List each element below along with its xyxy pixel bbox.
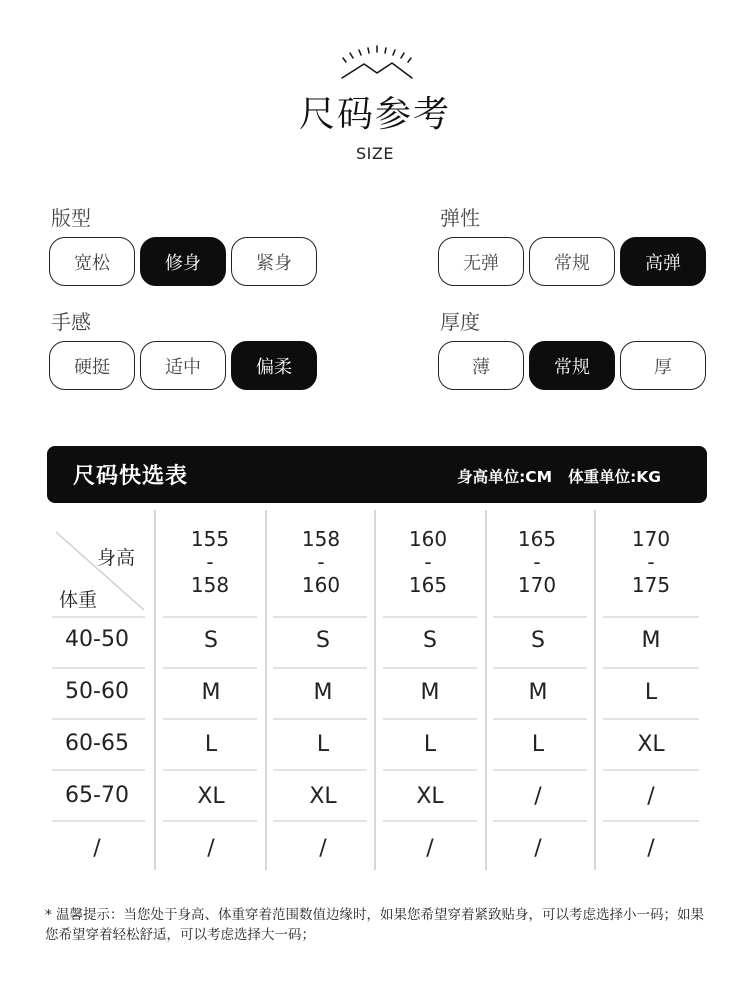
table-row-divider: [273, 820, 367, 822]
table-row-divider: [52, 616, 145, 618]
size-cell: /: [647, 784, 655, 809]
size-cell: L: [423, 732, 437, 757]
size-cell: XL: [416, 784, 444, 809]
table-column-divider: [374, 510, 376, 870]
feel-option-medium[interactable]: 适中: [140, 341, 226, 390]
size-cell: XL: [197, 784, 225, 809]
size-cell: M: [313, 680, 333, 705]
table-row-divider: [273, 616, 367, 618]
table-row-divider: [383, 718, 477, 720]
table-row-divider: [603, 616, 699, 618]
size-cell: M: [420, 680, 440, 705]
table-row-divider: [163, 820, 257, 822]
size-cell: S: [423, 628, 437, 653]
size-cell: S: [204, 628, 218, 653]
size-cell: XL: [309, 784, 337, 809]
height-unit-label: 身高单位:CM: [457, 468, 553, 486]
size-cell: M: [641, 628, 661, 653]
table-row-divider: [163, 616, 257, 618]
table-row-divider: [383, 667, 477, 669]
table-row-divider: [493, 820, 587, 822]
page-subtitle: SIZE: [356, 144, 394, 163]
table-row-divider: [603, 820, 699, 822]
fit-option-slim[interactable]: 修身: [140, 237, 226, 286]
height-range-header: 158 - 160: [301, 527, 341, 597]
table-column-divider: [265, 510, 267, 870]
size-cell: S: [531, 628, 545, 653]
size-cell: L: [316, 732, 330, 757]
table-row-divider: [163, 718, 257, 720]
table-row-divider: [52, 769, 145, 771]
table-row-divider: [52, 667, 145, 669]
table-row-divider: [603, 667, 699, 669]
table-row-divider: [163, 667, 257, 669]
elasticity-option-regular[interactable]: 常规: [529, 237, 615, 286]
size-cell: S: [316, 628, 330, 653]
size-cell: /: [534, 784, 542, 809]
corner-height-label: 身高: [97, 547, 136, 569]
feel-option-soft[interactable]: 偏柔: [231, 341, 317, 390]
thickness-option-thin[interactable]: 薄: [438, 341, 524, 390]
size-cell: /: [534, 836, 542, 861]
table-row-divider: [52, 718, 145, 720]
elasticity-option-high[interactable]: 高弹: [620, 237, 706, 286]
table-row-divider: [493, 667, 587, 669]
weight-range-label: 65-70: [65, 783, 129, 808]
height-range-header: 160 - 165: [408, 527, 448, 597]
size-cell: /: [319, 836, 327, 861]
table-row-divider: [493, 718, 587, 720]
size-cell: /: [426, 836, 434, 861]
size-cell: L: [204, 732, 218, 757]
attr-group-label: 手感: [51, 310, 91, 334]
corner-weight-label: 体重: [59, 589, 98, 611]
height-range-header: 155 - 158: [190, 527, 230, 597]
weight-unit-label: 体重单位:KG: [568, 468, 661, 486]
size-cell: /: [647, 836, 655, 861]
size-cell: L: [531, 732, 545, 757]
size-cell: M: [201, 680, 221, 705]
attr-group-label: 版型: [51, 206, 91, 230]
size-cell: /: [207, 836, 215, 861]
table-row-divider: [603, 718, 699, 720]
size-table-title: 尺码快选表: [73, 464, 189, 489]
thickness-option-thick[interactable]: 厚: [620, 341, 706, 390]
table-row-divider: [273, 718, 367, 720]
table-row-divider: [383, 616, 477, 618]
attr-group-label: 弹性: [440, 206, 480, 230]
table-row-divider: [383, 820, 477, 822]
table-column-divider: [594, 510, 596, 870]
thickness-option-regular[interactable]: 常规: [529, 341, 615, 390]
height-range-header: 165 - 170: [517, 527, 557, 597]
size-tip-note: * 温馨提示：当您处于身高、体重穿着范围数值边缘时，如果您希望穿着紧致贴身，可以考虑选择小一码；如果您希望穿着轻松舒适，可以考虑选择大一码；: [45, 907, 705, 943]
size-cell: M: [528, 680, 548, 705]
table-row-divider: [163, 769, 257, 771]
weight-range-label: /: [93, 836, 101, 861]
attr-group-label: 厚度: [440, 310, 480, 334]
table-row-divider: [273, 667, 367, 669]
table-row-divider: [273, 769, 367, 771]
page-title: 尺码参考: [298, 94, 451, 135]
table-column-divider: [154, 510, 156, 870]
fit-option-tight[interactable]: 紧身: [231, 237, 317, 286]
fit-option-loose[interactable]: 宽松: [49, 237, 135, 286]
size-cell: XL: [637, 732, 665, 757]
table-row-divider: [52, 820, 145, 822]
table-row-divider: [383, 769, 477, 771]
elasticity-option-none[interactable]: 无弹: [438, 237, 524, 286]
feel-option-stiff[interactable]: 硬挺: [49, 341, 135, 390]
weight-range-label: 60-65: [65, 731, 129, 756]
weight-range-label: 50-60: [65, 679, 129, 704]
table-row-divider: [603, 769, 699, 771]
weight-range-label: 40-50: [65, 627, 129, 652]
height-range-header: 170 - 175: [631, 527, 671, 597]
table-row-divider: [493, 616, 587, 618]
size-cell: L: [644, 680, 658, 705]
table-row-divider: [493, 769, 587, 771]
